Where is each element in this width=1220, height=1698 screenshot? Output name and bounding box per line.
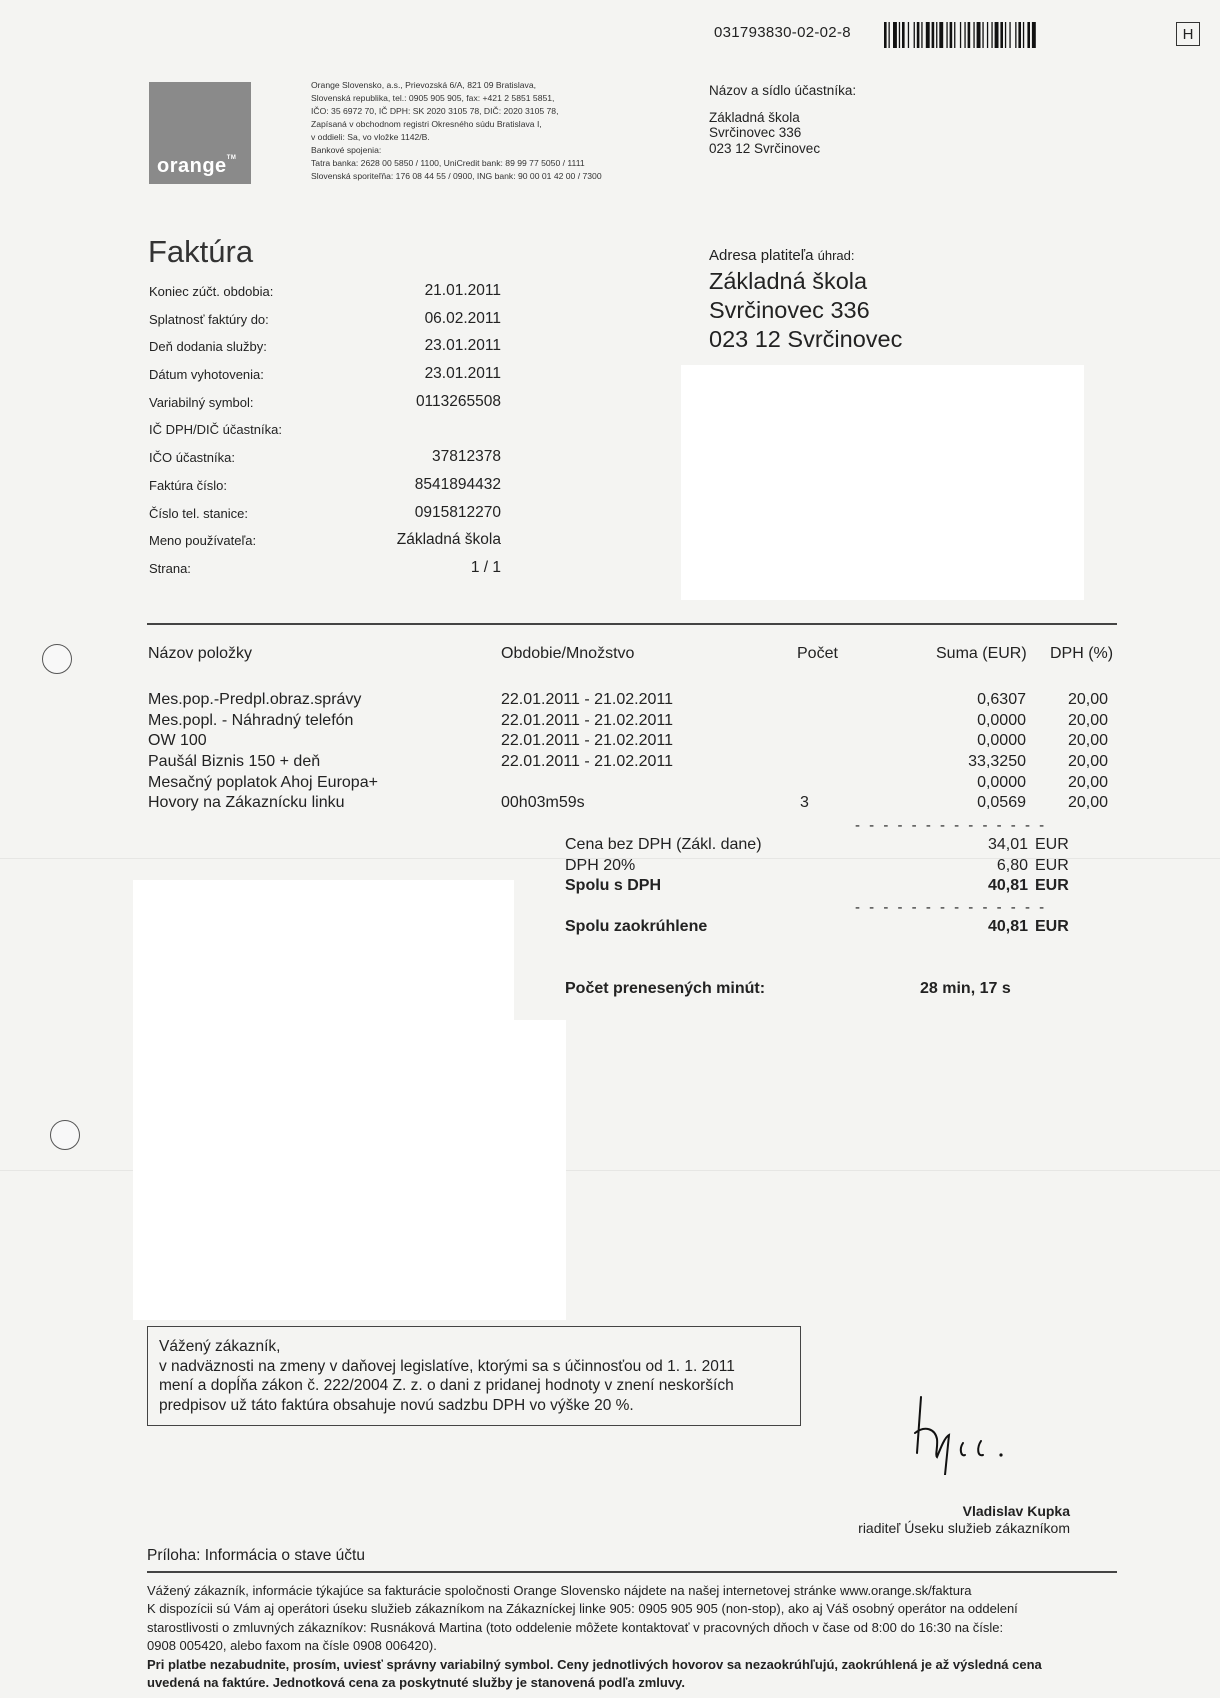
barcode-bar: [936, 22, 937, 48]
item-name: Paušál Biznis 150 + deň: [148, 753, 321, 771]
item-vat: 20,00: [1068, 711, 1109, 729]
detail-row: [149, 531, 501, 559]
detail-label: Variabilný symbol:: [149, 394, 254, 410]
barcode-bar: [921, 22, 922, 48]
item-name: Mesačný poplatok Ahoj Europa+: [148, 773, 378, 791]
company-info: [311, 79, 633, 183]
footer-line: 0908 005420, alebo faxom na čísle 0908 006420).: [147, 1638, 437, 1654]
detail-value: Základná škola: [396, 531, 501, 549]
barcode-bar: [914, 22, 915, 48]
barcode-bar: [917, 22, 920, 48]
rounded-label: Spolu zaokrúhlene: [565, 918, 708, 935]
payer-line: Svrčinovec 336: [709, 297, 870, 323]
redacted-area: [681, 365, 1084, 600]
col-header-sum: Suma (EUR): [936, 645, 1027, 662]
detail-label: Faktúra číslo:: [149, 477, 228, 493]
item-sum: 0,0000: [977, 732, 1026, 750]
payer-label: Adresa platiteľa úhrad:: [709, 247, 855, 264]
item-period: 22.01.2011 - 21.02.2011: [501, 753, 673, 771]
barcode-bar: [950, 22, 953, 48]
table-row: [148, 773, 1118, 794]
detail-value: 06.02.2011: [424, 309, 501, 327]
detail-row: [149, 393, 501, 421]
table-row: [148, 711, 1118, 732]
barcode-bar: [899, 22, 900, 48]
vat-label: DPH 20%: [565, 857, 636, 874]
detail-value: 37812378: [432, 448, 501, 466]
barcode-bar: [1000, 22, 1003, 48]
item-vat: 20,00: [1068, 773, 1109, 791]
barcode-bar: [995, 22, 999, 48]
currency: EUR: [1035, 877, 1069, 894]
barcode-bar: [893, 22, 897, 48]
barcode-bar: [1009, 22, 1010, 48]
base-value: 34,01: [987, 836, 1028, 853]
detail-value: 0113265508: [415, 392, 501, 410]
barcode-bar: [960, 22, 961, 48]
barcode-bar: [987, 22, 988, 48]
signer-name: Vladislav Kupka: [962, 1503, 1070, 1519]
item-name: Hovory na Zákaznícku linku: [148, 794, 345, 812]
company-line: Slovenská sporiteľňa: 176 08 44 55 / 0900, ING bank: 90 00 01 42 00 / 7300: [311, 171, 602, 181]
item-vat: 20,00: [1068, 794, 1109, 812]
notice-line: mení a dopĺňa zákon č. 222/2004 Z. z. o dani z pridanej hodnoty v znení neskorších: [159, 1377, 734, 1394]
detail-value: 23.01.2011: [424, 337, 501, 355]
payer-line: Základná škola: [709, 268, 868, 294]
table-row: [148, 793, 1118, 814]
item-name: Mes.popl. - Náhradný telefón: [148, 711, 354, 729]
barcode-bar: [991, 22, 992, 48]
detail-row: [149, 310, 501, 338]
items-list: [148, 690, 1118, 814]
orange-logo: [149, 82, 251, 184]
barcode-bar: [1018, 22, 1021, 48]
table-row: [148, 752, 1118, 773]
participant-line: Základná škola: [709, 109, 800, 125]
table-row: [148, 690, 1118, 711]
barcode-bar: [973, 22, 974, 48]
barcode-bar: [982, 22, 983, 48]
detail-label: Deň dodania služby:: [149, 339, 267, 355]
detail-label: IČO účastníka:: [149, 450, 235, 466]
footer-line: starostlivosti o zmluvných zákazníkov: Rusnáková Martina (toto oddelenie môžete kontaktovať v pracovných dňoch v čase od 8:00 do 16:30 na čísle:: [147, 1619, 1004, 1635]
item-sum: 0,0000: [977, 773, 1026, 791]
notice-line: Vážený zákazník,: [159, 1338, 281, 1355]
footer-bold-line: Pri platbe nezabudnite, prosím, uviesť správny variabilný symbol. Ceny jednotlivých hovorov sa nezaokrúhľujú, zaokrúhlená je až výsledná cena: [147, 1656, 1042, 1672]
detail-row: [149, 559, 501, 587]
item-sum: 0,6307: [977, 691, 1026, 708]
barcode-bar: [932, 22, 935, 48]
invoice-title: Faktúra: [148, 234, 254, 269]
attachment-note: Príloha: Informácia o stave účtu: [147, 1547, 365, 1564]
footer-bold-line: uvedená na faktúre. Jednotková cena za poskytnuté služby je stanovená podľa zmluvy.: [147, 1675, 685, 1691]
notice-line: v nadväznosti na zmeny v daňovej legislatíve, ktorými sa s účinnosťou od 1. 1. 2011: [159, 1357, 735, 1375]
divider: [147, 623, 1117, 625]
detail-row: [149, 420, 501, 448]
item-sum: 33,3250: [968, 753, 1026, 771]
footer-text: [147, 1582, 1122, 1692]
detail-label: Meno používateľa:: [149, 533, 257, 549]
form-letter-box: H: [1176, 22, 1200, 46]
currency: EUR: [1035, 836, 1069, 853]
document-number: 031793830-02-02-8: [714, 24, 851, 41]
detail-value: 0915812270: [414, 503, 501, 521]
barcode-bar: [946, 22, 947, 48]
barcode-bar: [1015, 22, 1016, 48]
col-header-vat: DPH (%): [1050, 645, 1114, 662]
item-period: 22.01.2011 - 21.02.2011: [501, 711, 673, 729]
detail-row: [149, 282, 501, 310]
detail-label: Číslo tel. stanice:: [149, 505, 248, 521]
minutes-label: Počet prenesených minút:: [565, 980, 766, 997]
barcode: [884, 22, 1149, 48]
barcode-bar: [964, 22, 965, 48]
dash-separator: - - - - - - - - - - - - - -: [855, 817, 1047, 834]
currency: EUR: [1035, 918, 1069, 935]
payer-address: [709, 267, 902, 354]
item-period: 22.01.2011 - 21.02.2011: [501, 691, 673, 708]
detail-value: 1 / 1: [470, 558, 501, 576]
participant-line: Svrčinovec 336: [709, 125, 802, 140]
currency: EUR: [1035, 857, 1069, 874]
barcode-bar: [954, 22, 955, 48]
item-period: 00h03m59s: [501, 794, 585, 812]
detail-row: [149, 365, 501, 393]
detail-row: [149, 448, 501, 476]
punch-hole: [50, 1120, 80, 1150]
detail-label: Strana:: [149, 560, 191, 576]
punch-hole: [42, 644, 72, 674]
participant-address: [709, 83, 856, 156]
redacted-area: [133, 880, 514, 1020]
barcode-bar: [1027, 22, 1030, 48]
item-name: Mes.pop.-Predpl.obraz.správy: [148, 691, 362, 708]
total-value: 40,81: [987, 877, 1028, 894]
barcode-bar: [939, 22, 943, 48]
barcode-bar: [968, 22, 971, 48]
detail-label: IČ DPH/DIČ účastníka:: [149, 422, 282, 438]
signer-title: riaditeľ Úseku služieb zákazníkom: [858, 1520, 1070, 1536]
company-line: Zapísaná v obchodnom registri Okresného súdu Bratislava I,: [311, 119, 542, 129]
detail-row: [149, 476, 501, 504]
minutes-value: 28 min, 17 s: [920, 980, 1011, 997]
barcode-bar: [1023, 22, 1024, 48]
col-header-count: Počet: [797, 645, 838, 662]
item-vat: 20,00: [1068, 691, 1109, 708]
participant-label: Názov a sídlo účastníka:: [709, 83, 857, 98]
barcode-bar: [889, 22, 890, 48]
item-period: 22.01.2011 - 21.02.2011: [501, 732, 673, 750]
detail-value: 21.01.2011: [424, 282, 501, 299]
detail-row: [149, 337, 501, 365]
item-count: 3: [800, 794, 809, 812]
notice-line: predpisov už táto faktúra obsahuje novú sadzbu DPH vo výške 20 %.: [159, 1396, 634, 1414]
detail-value: 23.01.2011: [424, 365, 501, 383]
col-header-period: Obdobie/Množstvo: [501, 645, 635, 662]
barcode-bar: [1032, 22, 1036, 48]
company-line: v oddieli: Sa, vo vložke 1142/B.: [311, 132, 430, 142]
participant-line: 023 12 Svrčinovec: [709, 140, 821, 156]
vat-value: 6,80: [996, 857, 1028, 874]
company-line: Orange Slovensko, a.s., Prievozská 6/A, 821 09 Bratislava,: [311, 80, 536, 90]
dash-separator: - - - - - - - - - - - - - -: [855, 899, 1047, 916]
redacted-area: [133, 1020, 566, 1320]
item-sum: 0,0000: [977, 711, 1026, 729]
footer-line: Vážený zákazník, informácie týkajúce sa fakturácie spoločnosti Orange Slovensko nájdete na našej internetovej stránke www.orange.sk/faktura: [147, 1583, 972, 1598]
item-sum: 0,0569: [977, 794, 1026, 812]
divider: [147, 1571, 1117, 1573]
rounded-value: 40,81: [987, 918, 1028, 935]
footer-line: K dispozícii sú Vám aj operátori úseku služieb zákazníkom na Zákazníckej linke 905: 0905 905 905 (non-stop), ako aj Váš osobný operátor na oddelení: [147, 1601, 1018, 1617]
detail-value: 8541894432: [414, 475, 501, 493]
item-vat: 20,00: [1068, 753, 1109, 771]
barcode-bar: [1005, 22, 1006, 48]
item-vat: 20,00: [1068, 732, 1109, 750]
company-line: Slovenská republika, tel.: 0905 905 905, fax: +421 2 5851 5851,: [311, 93, 555, 103]
col-header-name: Názov položky: [148, 645, 253, 662]
company-line: Tatra banka: 2628 00 5850 / 1100, UniCredit bank: 89 99 77 5050 / 1111: [311, 158, 585, 168]
detail-label: Splatnosť faktúry do:: [149, 311, 269, 327]
total-label: Spolu s DPH: [565, 877, 662, 894]
invoice-details: [149, 282, 501, 587]
barcode-bar: [884, 22, 887, 48]
company-line: IČO: 35 6972 70, IČ DPH: SK 2020 3105 78, DIČ: 2020 3105 78,: [311, 106, 559, 116]
barcode-bar: [902, 22, 905, 48]
item-name: OW 100: [148, 732, 207, 750]
table-row: [148, 731, 1118, 752]
notice-box: [147, 1326, 801, 1426]
detail-row: [149, 504, 501, 532]
barcode-bar: [908, 22, 909, 48]
payer-line: 023 12 Svrčinovec: [709, 326, 903, 352]
detail-label: Koniec zúčt. obdobia:: [149, 284, 274, 299]
base-label: Cena bez DPH (Zákl. dane): [565, 836, 762, 853]
company-line: Bankové spojenia:: [311, 145, 382, 155]
handwritten-signature: [905, 1395, 1035, 1475]
logo-wordmark: orange™: [157, 155, 237, 177]
barcode-bar: [926, 22, 930, 48]
detail-label: Dátum vyhotovenia:: [149, 367, 264, 383]
barcode-bar: [977, 22, 981, 48]
